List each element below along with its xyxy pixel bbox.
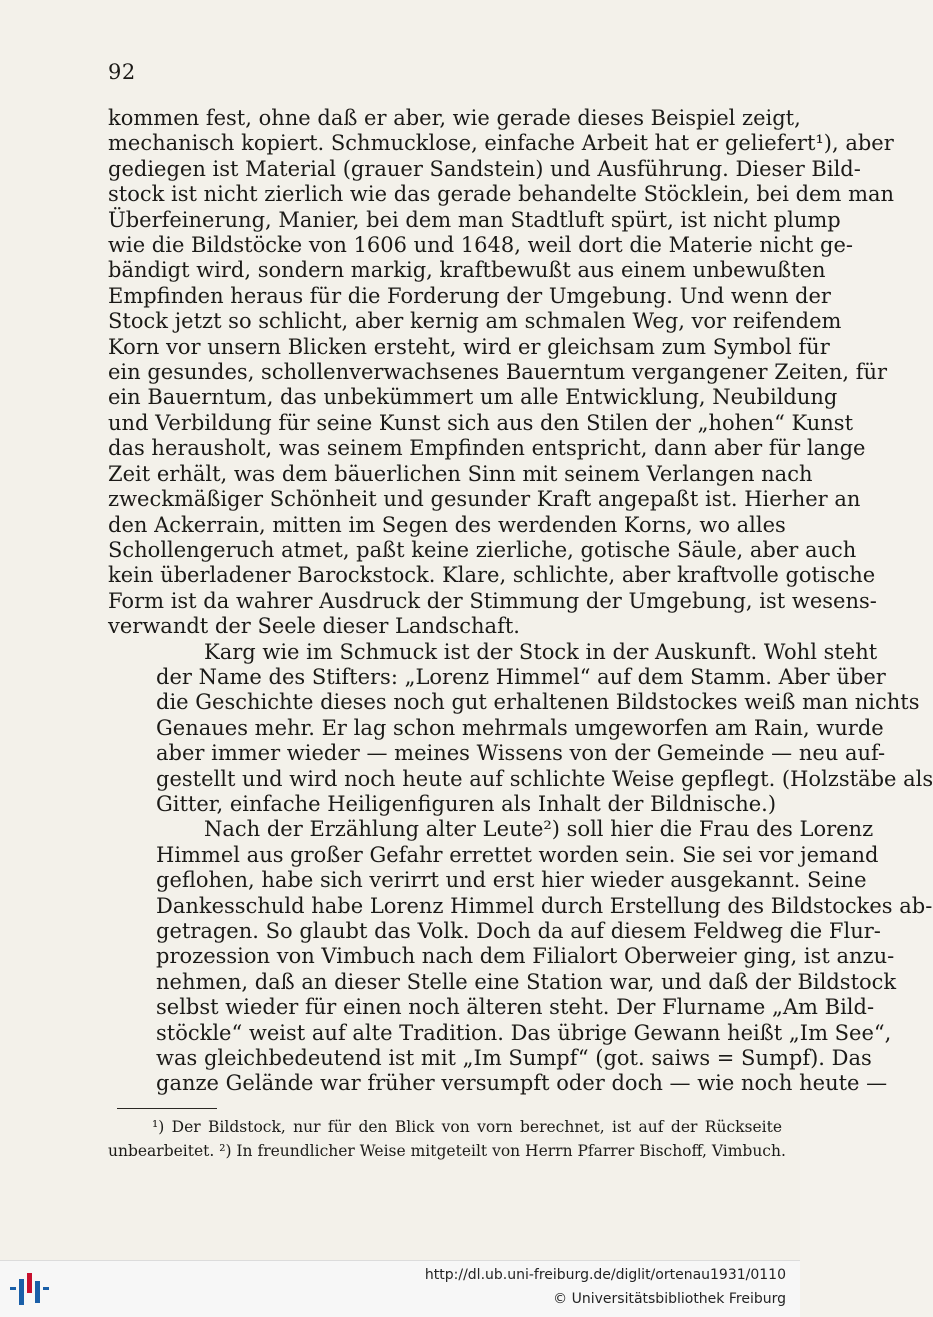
- source-url-link[interactable]: http://dl.ub.uni-freiburg.de/diglit/ortenau1931/0110: [424, 1267, 786, 1283]
- text-line: nehmen, daß an dieser Stelle eine Station war, und daß der Bildstock: [156, 969, 897, 994]
- text-line: stöckle“ weist auf alte Tradition. Das übrige Gewann heißt „Im See“,: [156, 1020, 892, 1045]
- text-line: zweckmäßiger Schönheit und gesunder Kraft angepaßt ist. Hierher an: [108, 487, 861, 512]
- text-line: Empfinden heraus für die Forderung der Umgebung. Und wenn der: [108, 283, 831, 308]
- text-line: die Geschichte dieses noch gut erhaltenen Bildstockes weiß man nichts: [156, 690, 920, 715]
- page-number: 92: [108, 60, 136, 84]
- text-line: Stock jetzt so schlicht, aber kernig am schmalen Weg, vor reifendem: [108, 309, 842, 334]
- text-line: ein Bauerntum, das unbekümmert um alle Entwicklung, Neubildung: [108, 385, 838, 410]
- footnote-2: unbearbeitet. ²) In freundlicher Weise mitgeteilt von Herrn Pfarrer Bischoff, Vimbuch.: [108, 1142, 786, 1160]
- body-text: [108, 106, 933, 1097]
- paragraph-3: [108, 817, 933, 1096]
- ub-freiburg-logo-icon[interactable]: [8, 1269, 52, 1309]
- text-line: getragen. So glaubt das Volk. Doch da auf diesem Feldweg die Flur-: [156, 919, 881, 943]
- copyright-notice: © Universitätsbibliothek Freiburg: [553, 1291, 786, 1307]
- text-line: ganze Gelände war früher versumpft oder doch — wie noch heute —: [156, 1071, 888, 1096]
- text-line: Korn vor unsern Blicken ersteht, wird er gleichsam zum Symbol für: [108, 334, 830, 359]
- text-line: Karg wie im Schmuck ist der Stock in der Auskunft. Wohl steht: [204, 639, 878, 664]
- text-line: was gleichbedeutend ist mit „Im Sumpf“ (got. saiws = Sumpf). Das: [156, 1046, 872, 1071]
- text-line: kommen fest, ohne daß er aber, wie gerade dieses Beispiel zeigt,: [108, 106, 801, 130]
- text-line: selbst wieder für einen noch älteren steht. Der Flurname „Am Bild-: [156, 995, 875, 1020]
- text-line: ein gesundes, schollenverwachsenes Bauerntum vergangener Zeiten, für: [108, 360, 888, 385]
- text-line: wie die Bildstöcke von 1606 und 1648, weil dort die Materie nicht ge-: [108, 233, 853, 258]
- text-line: aber immer wieder — meines Wissens von der Gemeinde — neu auf-: [156, 741, 886, 766]
- text-line: Himmel aus großer Gefahr errettet worden sein. Sie sei vor jemand: [156, 842, 879, 867]
- text-line: verwandt der Seele dieser Landschaft.: [108, 614, 520, 639]
- paragraph-2: [108, 639, 933, 818]
- footer-bar: [0, 1260, 800, 1317]
- text-line: das herausholt, was seinem Empfinden entspricht, dann aber für lange: [108, 436, 866, 461]
- text-line: prozession von Vimbuch nach dem Filialort Oberweier ging, ist anzu-: [156, 944, 895, 969]
- text-line: gestellt und wird noch heute auf schlichte Weise gepflegt. (Holzstäbe als: [156, 766, 933, 791]
- text-line: bändigt wird, sondern markig, kraftbewußt aus einem unbewußten: [108, 258, 826, 283]
- text-line: Zeit erhält, was dem bäuerlichen Sinn mit seinem Verlangen nach: [108, 461, 813, 486]
- text-line: geflohen, habe sich verirrt und erst hier wieder ausgekannt. Seine: [156, 868, 867, 893]
- text-line: stock ist nicht zierlich wie das gerade behandelte Stöcklein, bei dem man: [108, 182, 895, 207]
- text-line: Genaues mehr. Er lag schon mehrmals umgeworfen am Rain, wurde: [156, 715, 884, 740]
- footnotes: [108, 1115, 786, 1163]
- footnote-divider: [117, 1108, 217, 1109]
- text-line: und Verbildung für seine Kunst sich aus den Stilen der „hohen“ Kunst: [108, 410, 854, 435]
- text-line: gediegen ist Material (grauer Sandstein) und Ausführung. Dieser Bild-: [108, 156, 861, 181]
- text-line: Dankesschuld habe Lorenz Himmel durch Erstellung des Bildstockes ab-: [156, 893, 933, 918]
- text-line: Form ist da wahrer Ausdruck der Stimmung der Umgebung, ist wesens-: [108, 588, 877, 613]
- text-line: Gitter, einfache Heiligenfiguren als Inhalt der Bildnische.): [156, 791, 777, 816]
- text-line: den Ackerrain, mitten im Segen des werdenden Korns, wo alles: [108, 512, 786, 537]
- text-line: mechanisch kopiert. Schmucklose, einfache Arbeit hat er geliefert¹), aber: [108, 131, 894, 156]
- text-line: Schollengeruch atmet, paßt keine zierliche, gotische Säule, aber auch: [108, 537, 857, 562]
- text-line: Nach der Erzählung alter Leute²) soll hier die Frau des Lorenz: [204, 817, 874, 842]
- text-line: kein überladener Barockstock. Klare, schlichte, aber kraftvolle gotische: [108, 563, 876, 588]
- text-line: der Name des Stifters: „Lorenz Himmel“ auf dem Stamm. Aber über: [156, 664, 886, 689]
- paragraph-1: [108, 106, 895, 640]
- text-line: Überfeinerung, Manier, bei dem man Stadtluft spürt, ist nicht plump: [108, 207, 841, 232]
- footnote-1: ¹) Der Bildstock, nur für den Blick von vorn berechnet, ist auf der Rückseite: [152, 1118, 782, 1136]
